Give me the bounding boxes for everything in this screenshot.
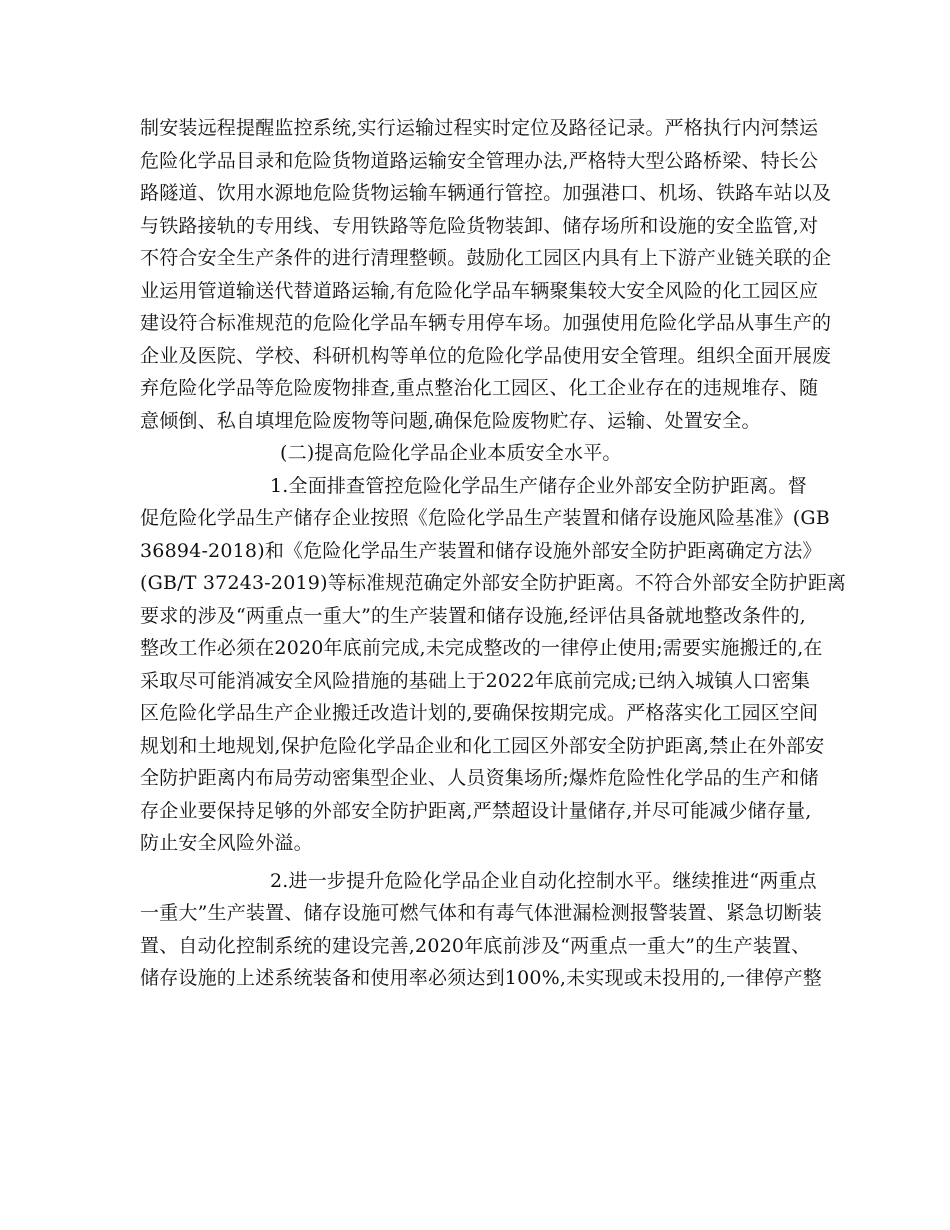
text-line: 企业及医院、学校、科研机构等单位的危险化学品使用安全管理。组织全面开展废 — [140, 344, 832, 367]
text-line: 规划和土地规划,保护危险化学品企业和化工园区外部安全防护距离,禁止在外部安 — [140, 734, 825, 757]
text-line: 弃危险化学品等危险废物排查,重点整治化工园区、化工企业存在的违规堆存、随 — [140, 377, 819, 399]
text-line: 整改工作必须在2020年底前完成,未完成整改的一律停止使用;需要实施搬迁的,在 — [140, 637, 823, 659]
text-line: 一重大”生产装置、储存设施可燃气体和有毒气体泄漏检测报警装置、紧急切断装 — [140, 902, 822, 924]
section-heading: (二)提高危险化学品企业本质安全水平。 — [280, 442, 622, 464]
text-line: 要求的涉及“两重点一重大”的生产装置和储存设施,经评估具备就地整改条件的, — [140, 604, 806, 627]
text-line: 危险化学品目录和危险货物道路运输安全管理办法,严格特大型公路桥梁、特长公 — [140, 149, 819, 172]
item-heading-2: 2.进一步提升危险化学品企业自动化控制水平。继续推进“两重点 — [270, 869, 817, 892]
text-line: 区危险化学品生产企业搬迁改造计划的,要确保按期完成。严格落实化工园区空间 — [140, 702, 819, 724]
text-line: 储存设施的上述系统装备和使用率必须达到100%,未实现或未投用的,一律停产整 — [140, 967, 822, 989]
text-line: 业运用管道输送代替道路运输,有危险化学品车辆聚集较大安全风险的化工园区应 — [140, 279, 819, 302]
text-line: 防止安全风险外溢。 — [140, 832, 313, 854]
text-line: 路隧道、饮用水源地危险货物运输车辆通行管控。加强港口、机场、铁路车站以及 — [140, 182, 832, 204]
item-heading-1: 1.全面排查管控危险化学品生产储存企业外部安全防护距离。督 — [270, 474, 807, 497]
text-line: 36894-2018)和《危险化学品生产装置和储存设施外部安全防护距离确定方法》 — [140, 539, 822, 562]
text-line: 不符合安全生产条件的进行清理整顿。鼓励化工园区内具有上下游产业链关联的企 — [140, 247, 832, 269]
text-line: 制安装远程提醒监控系统,实行运输过程实时定位及路径记录。严格执行内河禁运 — [140, 117, 819, 139]
text-line: 全防护距离内布局劳动密集型企业、人员资集场所;爆炸危险性化学品的生产和储 — [140, 767, 819, 789]
body-text — [140, 112, 847, 995]
text-line: (GB/T 37243-2019)等标准规范确定外部安全防护距离。不符合外部安全防护距离 — [140, 572, 847, 594]
text-line: 置、自动化控制系统的建设完善,2020年底前涉及“两重点一重大”的生产装置、 — [140, 934, 811, 957]
text-line: 意倾倒、私自填埋危险废物等问题,确保危险废物贮存、运输、处置安全。 — [140, 409, 761, 432]
text-line: 促危险化学品生产储存企业按照《危险化学品生产装置和储存设施风险基准》(GB — [140, 507, 830, 529]
text-line: 存企业要保持足够的外部安全防护距离,严禁超设计量储存,并尽可能减少储存量, — [140, 799, 812, 822]
text-line: 采取尽可能消减安全风险措施的基础上于2022年底前完成;已纳入城镇人口密集 — [140, 669, 811, 692]
text-line: 建设符合标准规范的危险化学品车辆专用停车场。加强使用危险化学品从事生产的 — [140, 312, 832, 334]
text-line: 与铁路接轨的专用线、专用铁路等危险货物装卸、储存场所和设施的安全监管,对 — [140, 214, 819, 237]
